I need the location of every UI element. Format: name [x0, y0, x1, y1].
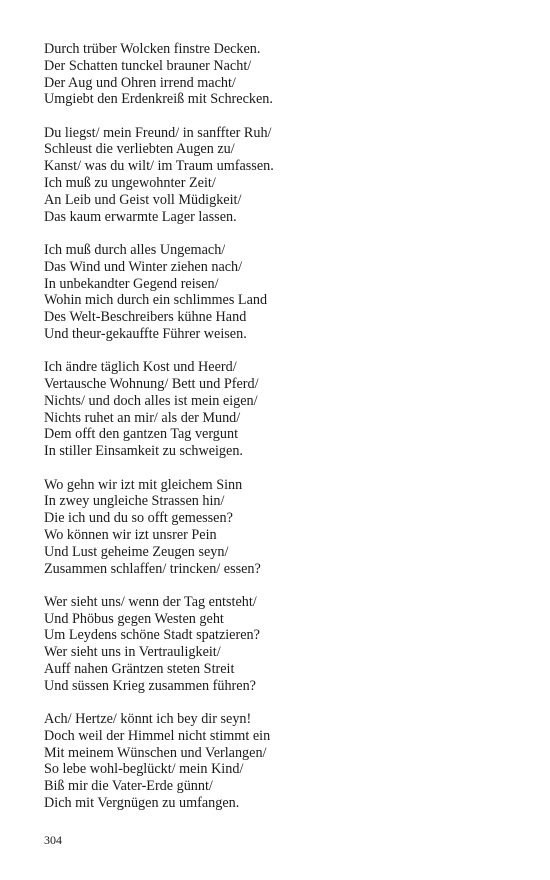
poem-line: Der Schatten tunckel brauner Nacht/ — [44, 57, 252, 74]
poem-line: Und süssen Krieg zusammen führen? — [44, 677, 256, 694]
poem-line: Wer sieht uns in Vertrauligkeit/ — [44, 644, 221, 661]
poem-line: In zwey ungleiche Strassen hin/ — [44, 493, 225, 510]
poem-line: So lebe wohl-beglückt/ mein Kind/ — [44, 761, 244, 778]
page-number: 304 — [44, 833, 62, 847]
poem-line: Wohin mich durch ein schlimmes Land — [44, 292, 268, 309]
stanza — [44, 125, 514, 226]
poem-line: Der Aug und Ohren irrend macht/ — [44, 74, 236, 91]
poem-line: Ich muß durch alles Ungemach/ — [44, 241, 226, 258]
poem-body — [44, 41, 514, 828]
poem-line: Das kaum erwarmte Lager lassen. — [44, 208, 237, 225]
poem-line: Und Phöbus gegen Westen geht — [44, 610, 224, 627]
poem-line: An Leib und Geist voll Müdigkeit/ — [44, 191, 242, 208]
poem-line: Nichts/ und doch alles ist mein eigen/ — [44, 392, 258, 409]
poem-line: In stiller Einsamkeit zu schweigen. — [44, 443, 243, 460]
poem-line: Dem offt den gantzen Tag vergunt — [44, 426, 239, 443]
poem-line: Wo gehn wir izt mit gleichem Sinn — [44, 476, 243, 493]
poem-line: Auff nahen Gräntzen steten Streit — [44, 661, 235, 677]
stanza — [44, 477, 514, 578]
poem-line: Durch trüber Wolcken finstre Decken. — [44, 41, 261, 57]
poem-line: In unbekandter Gegend reisen/ — [44, 275, 219, 292]
poem-line: Doch weil der Himmel nicht stimmt ein — [44, 727, 271, 744]
poem-line: Biß mir die Vater-Erde günnt/ — [44, 778, 213, 795]
poem-line: Ich ändre täglich Kost und Heerd/ — [44, 359, 237, 376]
poem-line: Ach/ Hertze/ könnt ich bey dir seyn! — [44, 711, 252, 728]
poem-line: Zusammen schlaffen/ trincken/ essen? — [44, 560, 261, 577]
poem-line: Wer sieht uns/ wenn der Tag entsteht/ — [44, 593, 257, 610]
poem-line: Dich mit Vergnügen zu umfangen. — [44, 795, 240, 812]
poem-line: Kanst/ was du wilt/ im Traum umfassen. — [44, 158, 274, 175]
poem-line: Und Lust geheime Zeugen seyn/ — [44, 543, 229, 560]
stanza — [44, 711, 514, 812]
poem-line: Das Wind und Winter ziehen nach/ — [44, 258, 243, 275]
poem-line: Schleust die verliebten Augen zu/ — [44, 141, 235, 158]
poem-line: Umgiebt den Erdenkreiß mit Schrecken. — [44, 91, 273, 108]
stanza — [44, 242, 514, 343]
poem-line: Und theur-gekauffte Führer weisen. — [44, 325, 247, 342]
poem-line: Wo können wir izt unsrer Pein — [44, 526, 217, 543]
poem-line: Des Welt-Beschreibers kühne Hand — [44, 309, 247, 326]
poem-line: Um Leydens schöne Stadt spatzieren? — [44, 627, 260, 644]
poem-line: Ich muß zu ungewohnter Zeit/ — [44, 175, 216, 192]
poem-line: Nichts ruhet an mir/ als der Mund/ — [44, 409, 241, 426]
poem-line: Die ich und du so offt gemessen? — [44, 510, 233, 527]
stanza — [44, 359, 514, 460]
stanza — [44, 594, 514, 695]
poem-line: Vertausche Wohnung/ Bett und Pferd/ — [44, 376, 259, 393]
poem-line: Du liegst/ mein Freund/ in sanffter Ruh/ — [44, 124, 272, 141]
stanza — [44, 41, 514, 108]
poem-line: Mit meinem Wünschen und Verlangen/ — [44, 744, 267, 761]
